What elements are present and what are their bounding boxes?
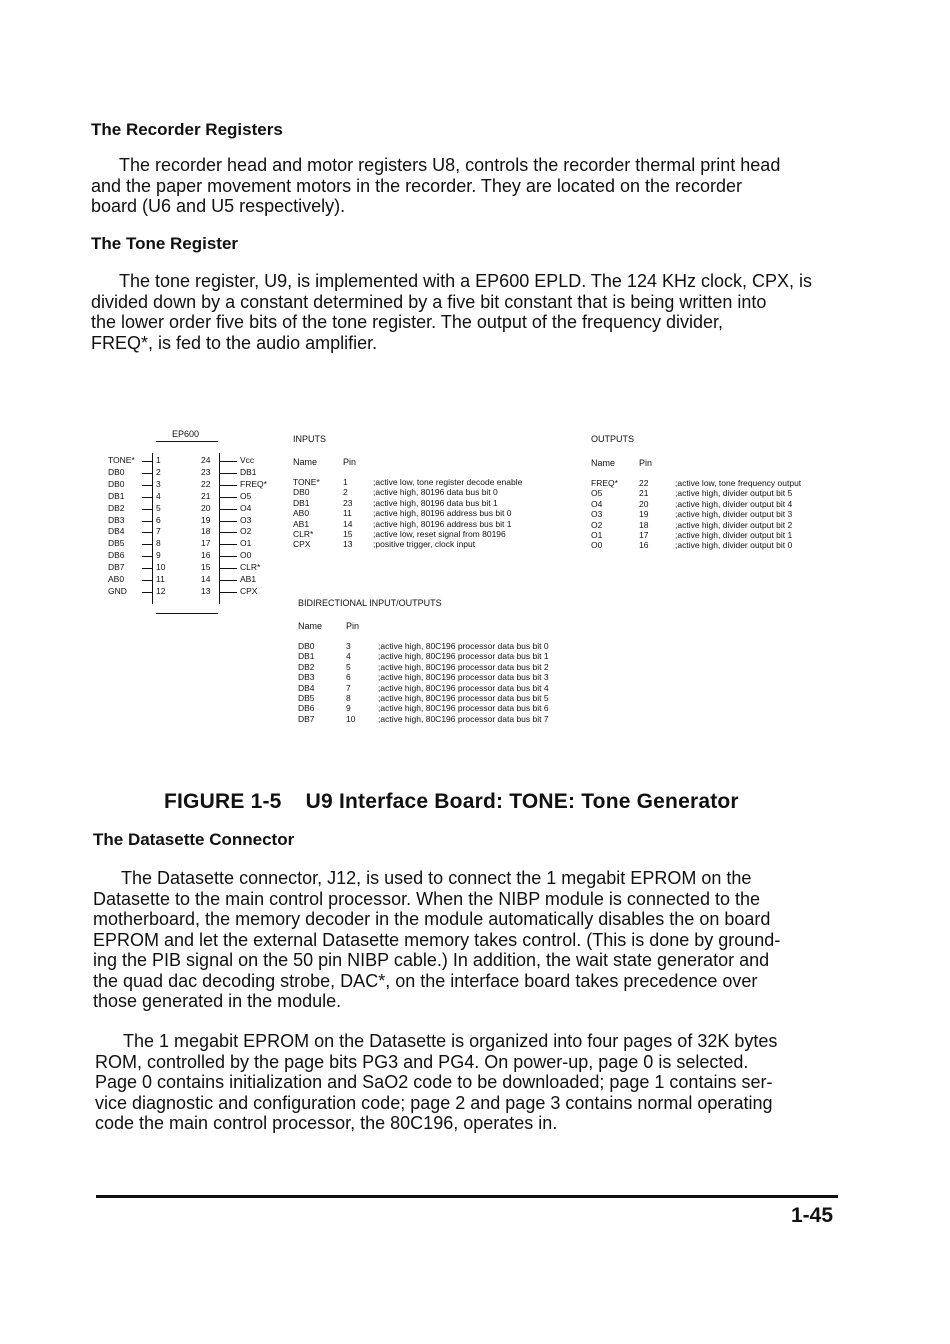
left-pin-name: DB7 [108, 562, 125, 573]
inputs-row-pin: 13 [343, 539, 353, 550]
right-pin-number: 23 [201, 466, 211, 477]
inputs-row-desc: ;positive trigger, clock input [373, 539, 476, 550]
bidir-col-name: Name [298, 621, 323, 631]
inputs-row-name: DB0 [293, 487, 310, 498]
bidir-row-pin: 5 [346, 661, 351, 672]
left-pin-wire [142, 485, 152, 486]
recorder-heading: The Recorder Registers [91, 120, 283, 139]
footer-rule [96, 1195, 838, 1198]
right-pin-wire [219, 473, 237, 474]
right-pin-number: 17 [201, 538, 211, 549]
outputs-row-desc: ;active high, divider output bit 1 [675, 530, 793, 540]
inputs-col-name: Name [293, 457, 318, 467]
datasette-paragraph-2 [95, 1031, 777, 1134]
right-pin-name: O2 [240, 526, 252, 537]
right-pin-name: CLR* [240, 562, 261, 573]
right-pin-number: 16 [201, 550, 211, 561]
left-pin-name: DB5 [108, 538, 125, 549]
left-pin-name: GND [108, 585, 127, 596]
outputs-row-desc: ;active high, divider output bit 0 [675, 540, 793, 551]
left-pin-wire [142, 521, 152, 522]
bidir-row-pin: 10 [346, 713, 356, 724]
bidir-row-pin: 4 [346, 651, 351, 662]
bidir-row-pin: 8 [346, 693, 351, 703]
inputs-row-pin: 15 [343, 529, 353, 539]
bidir-row-name: DB3 [298, 672, 315, 683]
left-pin-wire [142, 592, 152, 593]
bidir-row-desc: ;active high, 80C196 processor data bus bit 7 [378, 713, 549, 724]
inputs-table [293, 430, 563, 570]
left-pin-name: TONE* [108, 455, 135, 465]
figure-caption: FIGURE 1-5 U9 Interface Board: TONE: Tone Generator [164, 790, 739, 813]
bidir-row-pin: 6 [346, 672, 351, 683]
bidir-table [298, 595, 598, 745]
outputs-row-pin: 18 [639, 519, 649, 530]
outputs-row-pin: 22 [639, 478, 649, 488]
right-pin-number: 18 [201, 526, 211, 537]
right-pin-number: 14 [201, 574, 211, 584]
bidir-row-pin: 9 [346, 703, 351, 714]
left-pin-name: DB0 [108, 478, 125, 489]
bidir-row-name: DB1 [298, 651, 315, 662]
inputs-row-pin: 2 [343, 487, 348, 498]
bidir-row-pin: 3 [346, 641, 351, 651]
inputs-row-name: AB0 [293, 508, 310, 519]
tone-line-3: the lower order five bits of the tone register. The output of the frequency divider, [91, 312, 724, 332]
right-pin-wire [219, 544, 237, 545]
outputs-row-pin: 20 [639, 498, 649, 509]
outputs-row-name: O0 [591, 540, 603, 551]
inputs-row-pin: 11 [343, 508, 352, 519]
tone-line-1: The tone register, U9, is implemented with a EP600 EPLD. The 124 KHz clock, CPX, is [119, 271, 812, 291]
outputs-row-desc: ;active low, tone frequency output [675, 478, 802, 488]
left-pin-number: 9 [156, 550, 161, 561]
datasette-p2-line-3: Page 0 contains initialization and SaO2 code to be downloaded; page 1 contains ser- [95, 1072, 773, 1092]
right-pin-wire [219, 521, 237, 522]
right-pin-wire [219, 509, 237, 510]
right-pin-name: O3 [240, 514, 252, 525]
datasette-p1-line-6: the quad dac decoding strobe, DAC*, on the interface board takes precedence over [93, 970, 758, 991]
datasette-p1-line-7: those generated in the module. [93, 991, 342, 1011]
right-pin-name: AB1 [240, 574, 257, 584]
left-pin-name: DB3 [108, 514, 125, 525]
bidir-col-pin: Pin [346, 621, 360, 631]
tone-heading: The Tone Register [91, 234, 239, 253]
inputs-row-pin: 14 [343, 518, 353, 529]
left-pin-wire [142, 568, 152, 569]
left-pin-name: AB0 [108, 574, 125, 584]
bidir-row-desc: ;active high, 80C196 processor data bus bit 1 [378, 651, 549, 662]
right-pin-number: 13 [201, 585, 211, 596]
right-pin-name: Vcc [240, 455, 255, 465]
datasette-p2-line-2: ROM, controlled by the page bits PG3 and PG4. On power-up, page 0 is selected. [95, 1051, 749, 1072]
bidir-row-name: DB7 [298, 713, 315, 724]
bidir-title: BIDIRECTIONAL INPUT/OUTPUTS [298, 598, 442, 608]
outputs-row-name: O1 [591, 530, 603, 540]
left-pin-name: DB1 [108, 490, 125, 501]
inputs-row-name: CLR* [293, 529, 314, 539]
outputs-row-name: O4 [591, 498, 603, 509]
right-pin-wire [219, 568, 237, 569]
right-pin-number: 15 [201, 562, 211, 573]
datasette-paragraph-1 [93, 868, 780, 1012]
bidir-row-name: DB6 [298, 703, 315, 714]
left-pin-number: 5 [156, 502, 161, 513]
right-pin-wire [219, 532, 237, 533]
left-pin-number: 11 [156, 574, 165, 584]
outputs-table [591, 430, 831, 570]
inputs-col-pin: Pin [343, 457, 357, 467]
outputs-title: OUTPUTS [591, 434, 635, 444]
left-pin-number: 3 [156, 478, 161, 489]
left-pin-name: DB6 [108, 550, 125, 561]
bidir-row-desc: ;active high, 80C196 processor data bus bit 3 [378, 672, 549, 683]
right-pin-number: 19 [201, 514, 211, 525]
outputs-row-desc: ;active high, divider output bit 2 [675, 519, 793, 530]
bidir-row-name: DB2 [298, 661, 315, 672]
outputs-row-name: O2 [591, 519, 603, 530]
inputs-row-name: DB1 [293, 497, 310, 508]
bidir-row-desc: ;active high, 80C196 processor data bus bit 6 [378, 703, 549, 714]
inputs-row-desc: ;active high, 80196 data bus bit 1 [373, 497, 498, 508]
outputs-row-pin: 16 [639, 540, 649, 551]
inputs-row-name: TONE* [293, 477, 320, 487]
outputs-row-desc: ;active high, divider output bit 4 [675, 498, 793, 509]
left-pin-wire [142, 544, 152, 545]
inputs-row-name: CPX [293, 539, 311, 550]
left-pin-name: DB4 [108, 526, 125, 537]
right-pin-name: O4 [240, 502, 252, 513]
right-pin-name: O1 [240, 538, 252, 549]
right-pin-name: DB1 [240, 466, 257, 477]
left-pin-number: 1 [156, 455, 161, 465]
outputs-row-name: FREQ* [591, 478, 618, 488]
bidir-row-desc: ;active high, 80C196 processor data bus bit 2 [378, 661, 549, 672]
datasette-p2-line-1: The 1 megabit EPROM on the Datasette is organized into four pages of 32K bytes [123, 1031, 778, 1051]
datasette-p1-line-1: The Datasette connector, J12, is used to connect the 1 megabit EPROM on the [121, 868, 752, 888]
chip-label: EP600 [172, 429, 200, 439]
page-number: 1-45 [791, 1204, 834, 1227]
left-pin-number: 2 [156, 466, 161, 477]
right-pin-wire [219, 497, 237, 498]
right-pin-name: O5 [240, 490, 252, 501]
tone-line-4: FREQ*, is fed to the audio amplifier. [91, 332, 378, 353]
tone-line-2: divided down by a constant determined by a five bit constant that is being written into [91, 291, 767, 312]
right-pin-wire [219, 556, 237, 557]
recorder-line-3: board (U6 and U5 respectively). [91, 196, 346, 216]
bidir-row-desc: ;active high, 80C196 processor data bus bit 0 [378, 641, 549, 651]
bidir-row-name: DB5 [298, 693, 315, 703]
datasette-p1-line-3: motherboard, the memory decoder in the module automatically disables the on board [93, 909, 771, 929]
datasette-p1-line-5: ing the PIB signal on the 50 pin NIBP cable.) In addition, the wait state generator and [93, 950, 770, 970]
bidir-row-name: DB4 [298, 682, 315, 693]
datasette-p2-line-5: code the main control processor, the 80C196, operates in. [95, 1113, 558, 1133]
tone-paragraph [91, 271, 812, 353]
right-pin-name: CPX [240, 585, 258, 596]
inputs-row-desc: ;active low, tone register decode enable [373, 477, 523, 487]
left-pin-wire [142, 497, 152, 498]
left-pin-number: 6 [156, 514, 161, 525]
inputs-row-name: AB1 [293, 518, 310, 529]
outputs-row-desc: ;active high, divider output bit 5 [675, 488, 793, 499]
right-pin-wire [219, 485, 237, 486]
left-pin-number: 10 [156, 562, 166, 573]
right-pin-wire [219, 461, 237, 462]
bidir-row-name: DB0 [298, 641, 315, 651]
outputs-col-name: Name [591, 458, 616, 468]
right-pin-name: O0 [240, 550, 252, 561]
right-pin-number: 24 [201, 455, 211, 465]
right-pin-number: 20 [201, 502, 211, 513]
right-pin-wire [219, 580, 237, 581]
inputs-row-desc: ;active high, 80196 data bus bit 0 [373, 487, 498, 498]
right-pin-wire [219, 592, 237, 593]
datasette-heading: The Datasette Connector [93, 830, 295, 849]
left-pin-number: 12 [156, 585, 166, 596]
right-pin-number: 21 [201, 490, 211, 501]
outputs-row-pin: 21 [639, 488, 649, 499]
right-pin-name: FREQ* [240, 478, 267, 489]
outputs-row-pin: 19 [639, 509, 649, 520]
recorder-paragraph [91, 155, 780, 217]
right-pin-number: 22 [201, 478, 211, 489]
bidir-row-desc: ;active high, 80C196 processor data bus bit 5 [378, 693, 549, 703]
left-pin-number: 4 [156, 490, 161, 501]
left-pin-wire [142, 532, 152, 533]
bidir-row-desc: ;active high, 80C196 processor data bus bit 4 [378, 682, 549, 693]
recorder-line-2: and the paper movement motors in the recorder. They are located on the recorder [91, 175, 743, 196]
inputs-row-pin: 23 [343, 497, 353, 508]
datasette-p1-line-4: EPROM and let the external Datasette memory takes control. (This is done by ground- [93, 929, 781, 950]
outputs-row-name: O5 [591, 488, 603, 499]
inputs-row-desc: ;active low, reset signal from 80196 [373, 529, 506, 539]
datasette-p1-line-2: Datasette to the main control processor. When the NIBP module is connected to the [93, 888, 761, 909]
left-pin-wire [142, 461, 152, 462]
left-pin-wire [142, 556, 152, 557]
left-pin-name: DB2 [108, 502, 125, 513]
outputs-row-desc: ;active high, divider output bit 3 [675, 509, 793, 520]
recorder-line-1: The recorder head and motor registers U8, controls the recorder thermal print head [119, 155, 781, 175]
left-pin-number: 7 [156, 526, 161, 537]
outputs-row-name: O3 [591, 509, 603, 520]
datasette-p2-line-4: vice diagnostic and configuration code; page 2 and page 3 contains normal operating [95, 1092, 773, 1113]
bidir-row-pin: 7 [346, 682, 351, 693]
left-pin-wire [142, 509, 152, 510]
left-pin-name: DB0 [108, 466, 125, 477]
chip-pinout-diagram [100, 425, 280, 620]
outputs-row-pin: 17 [639, 530, 649, 540]
left-pin-wire [142, 473, 152, 474]
inputs-row-desc: ;active high, 80196 address bus bit 1 [373, 518, 512, 529]
inputs-row-pin: 1 [343, 477, 348, 487]
left-pin-wire [142, 580, 152, 581]
left-pin-number: 8 [156, 538, 161, 549]
inputs-title: INPUTS [293, 434, 327, 444]
inputs-row-desc: ;active high, 80196 address bus bit 0 [373, 508, 512, 519]
outputs-col-pin: Pin [639, 458, 653, 468]
